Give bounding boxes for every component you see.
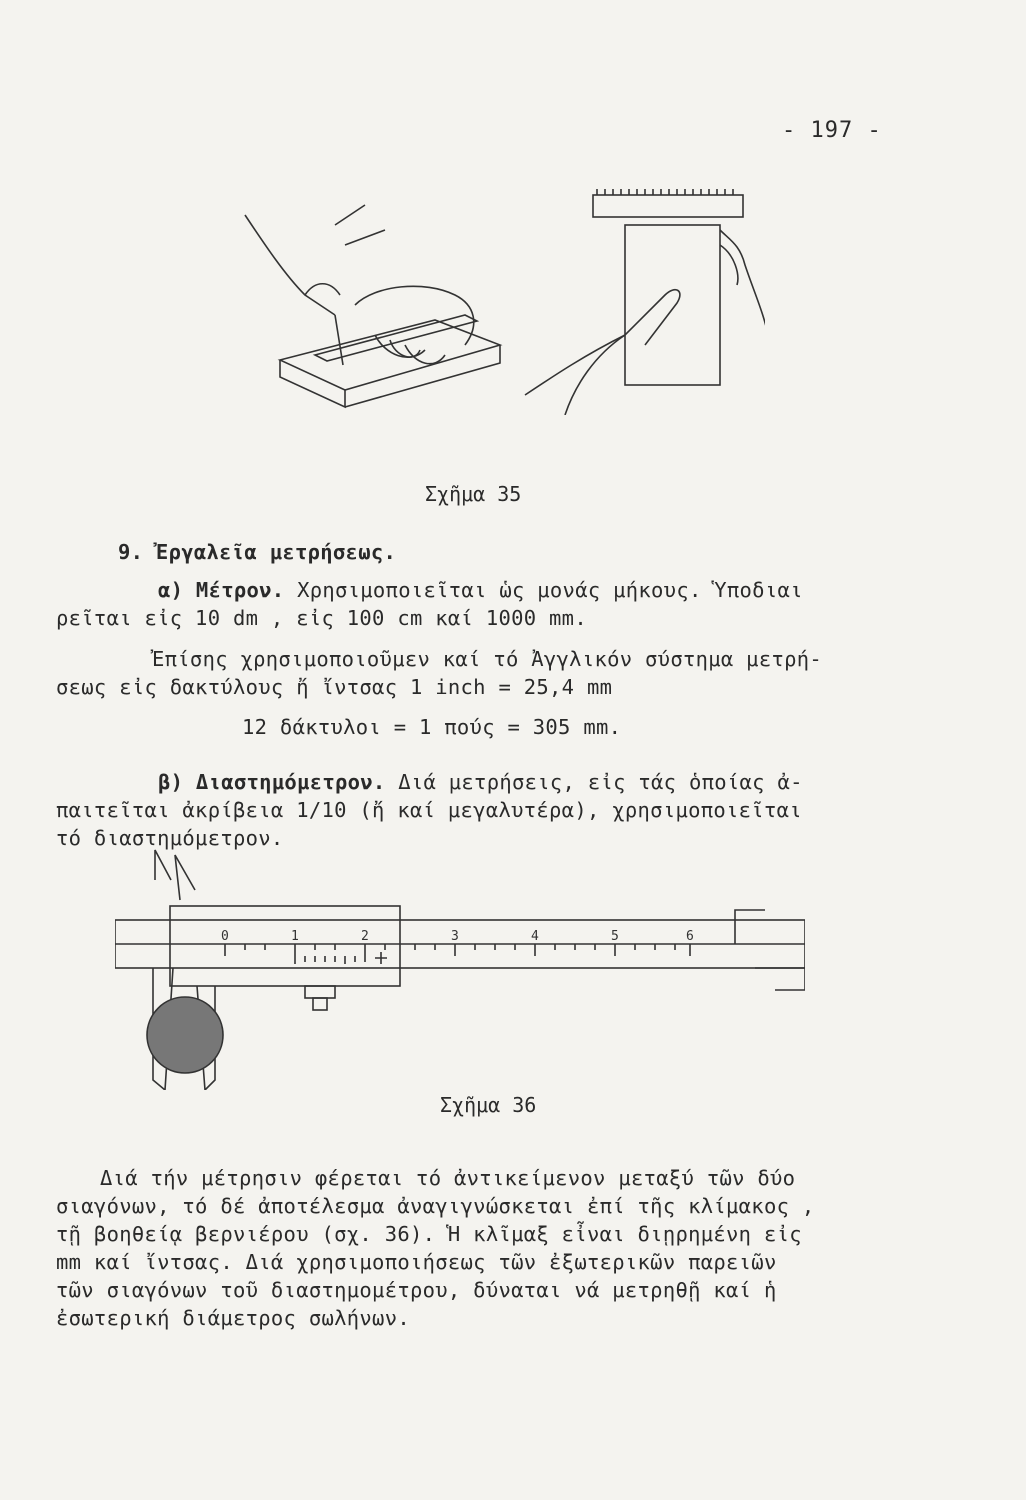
paragraph-b-line-2: σεως εἰς δακτύλους ἤ ἴντσας 1 inch = 25,4 mm <box>56 675 613 699</box>
scale-label-5: 5 <box>611 929 619 944</box>
paragraph-c-line-2: παιτεῖται ἀκρίβεια 1/10 (ἤ καί μεγαλυτέρα), χρησιμοποιεῖται <box>56 798 802 822</box>
try-square-blade <box>593 195 743 217</box>
figure-36-caliper <box>115 840 805 1090</box>
paragraph-c-line-3: τό διαστημόμετρον. <box>56 826 284 850</box>
figure-35-illustration <box>225 185 765 415</box>
scale-label-1: 1 <box>291 929 299 944</box>
thumb-screw-base <box>305 986 335 998</box>
upper-jaw-sliding <box>175 855 195 900</box>
scale-label-6: 6 <box>686 929 694 944</box>
paragraph-d-line-3: τῇ βοηθείᾳ βερνιέρου (σχ. 36). Ἡ κλῖμαξ εἶναι διῃρημένη εἰς <box>56 1222 802 1246</box>
paragraph-a-line-2: ρεῖται εἰς 10 dm , εἰς 100 cm καί 1000 mm. <box>56 606 587 630</box>
upper-jaw-fixed <box>155 850 171 880</box>
paragraph-d-line-2: σιαγόνων, τό δέ ἀποτέλεσμα ἀναγιγνώσκεται ἐπί τῆς κλίμακος , <box>56 1194 815 1218</box>
scale-label-4: 4 <box>531 929 539 944</box>
page-number: - 197 - <box>782 118 882 143</box>
board-plate <box>625 225 720 385</box>
scale-label-2: 2 <box>361 929 369 944</box>
board-top <box>280 320 500 390</box>
figure-35-caption: Σχῆμα 35 <box>425 482 522 506</box>
paragraph-c-line-1: β) Διαστημόμετρον. Διά μετρήσεις, εἰς τάς ὁποίας ἀ- <box>158 770 803 794</box>
workpiece-circle <box>147 997 223 1073</box>
paragraph-b-line-3: 12 δάκτυλοι = 1 πούς = 305 mm. <box>242 715 622 739</box>
figure-36-caption: Σχῆμα 36 <box>440 1093 537 1117</box>
caliper-term: β) Διαστημόμετρον. <box>158 770 386 794</box>
scale-label-3: 3 <box>451 929 459 944</box>
paragraph-d-line-5: τῶν σιαγόνων τοῦ διαστημομέτρου, δύναται νά μετρηθῇ καί ἡ <box>56 1278 777 1302</box>
board-side <box>280 360 345 407</box>
paragraph-d-line-6: ἐσωτερική διάμετρος σωλήνων. <box>56 1306 410 1330</box>
paragraph-d-line-1: Διά τήν μέτρησιν φέρεται τό ἀντικείμενον μεταξύ τῶν δύο <box>100 1166 796 1190</box>
scale-label-0: 0 <box>221 929 229 944</box>
measure-term: α) Μέτρον. <box>158 578 285 602</box>
paragraph-d-line-4: mm καί ἴντσας. Διά χρησιμοποιήσεως τῶν ἐξωτερικῶν παρειῶν <box>56 1250 777 1274</box>
paragraph-a-line-1: α) Μέτρον. Χρησιμοποιεῖται ὡς μονάς μήκους. Ὑποδιαι <box>158 578 803 602</box>
section-heading: 9. Ἐργαλεῖα μετρήσεως. <box>118 540 397 564</box>
paragraph-b-line-1: Ἐπίσης χρησιμοποιοῦμεν καί τό Ἀγγλικόν σύστημα μετρή- <box>152 647 823 671</box>
